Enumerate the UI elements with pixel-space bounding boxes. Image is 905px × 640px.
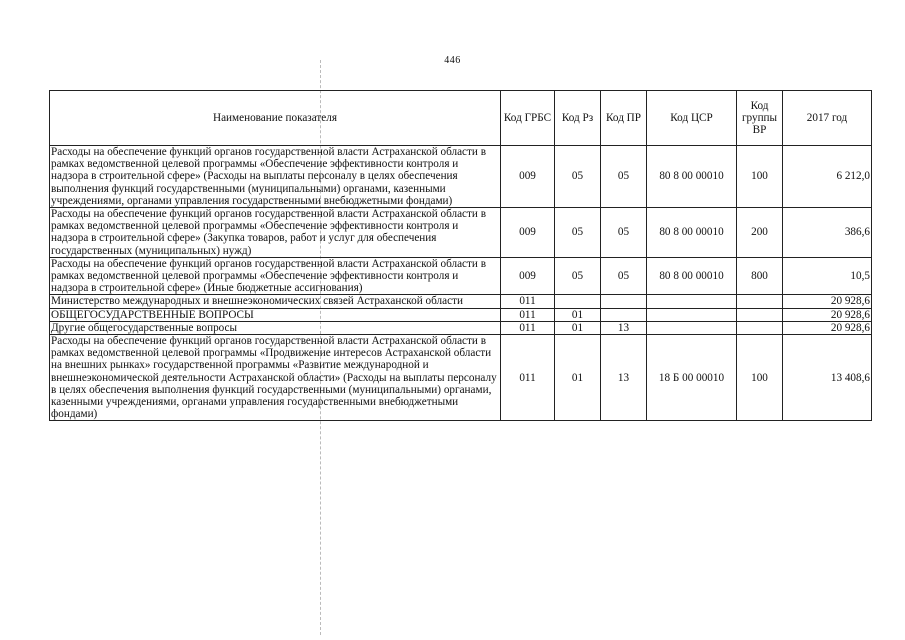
row-grbs: 009 [501, 208, 555, 258]
row-vr [737, 295, 783, 308]
row-pr: 13 [601, 321, 647, 334]
row-csr: 18 Б 00 00010 [647, 335, 737, 421]
table-row [50, 321, 872, 334]
row-rz: 05 [555, 146, 601, 208]
row-amount: 20 928,6 [783, 295, 872, 308]
row-vr [737, 308, 783, 321]
row-grbs: 011 [501, 308, 555, 321]
table-header-row [50, 91, 872, 146]
row-name: Расходы на обеспечение функций органов государственной власти Астраханской области в рамках ведомственной целевой программы «Обеспечение эффективности контроля и надзора в строительной сфере» (Расходы на выплаты персоналу в целях обеспечения выполнения функций государственными (муниципальными) органами, казенными учреждениями, органами управления государственными внебюджетными фондами) [50, 146, 501, 208]
row-grbs: 011 [501, 335, 555, 421]
row-grbs: 009 [501, 146, 555, 208]
row-name: Расходы на обеспечение функций органов государственной власти Астраханской области в рамках ведомственной целевой программы «Продвижение интересов Астраханской области на внешних рынках» государственной программы «Развитие международной и внешнеэкономической деятельности Астраханской области» (Расходы на выплаты персоналу в целях обеспечения выполнения функций государственными (муниципальными) органами, казенными учреждениями, органами управления государственными внебюджетными фондами) [50, 335, 501, 421]
row-rz [555, 295, 601, 308]
row-pr: 05 [601, 146, 647, 208]
row-amount: 6 212,0 [783, 146, 872, 208]
table-row [50, 295, 872, 308]
row-grbs: 011 [501, 295, 555, 308]
header-year: 2017 год [783, 91, 872, 146]
row-rz: 05 [555, 208, 601, 258]
row-vr: 100 [737, 146, 783, 208]
row-vr: 200 [737, 208, 783, 258]
header-csr: Код ЦСР [647, 91, 737, 146]
row-amount: 386,6 [783, 208, 872, 258]
row-csr: 80 8 00 00010 [647, 257, 737, 295]
row-name: Расходы на обеспечение функций органов государственной власти Астраханской области в рамках ведомственной целевой программы «Обеспечение эффективности контроля и надзора в строительной сфере» (Иные бюджетные ассигнования) [50, 257, 501, 295]
table-row [50, 308, 872, 321]
row-amount: 13 408,6 [783, 335, 872, 421]
budget-table [49, 90, 872, 421]
row-rz: 05 [555, 257, 601, 295]
row-vr: 100 [737, 335, 783, 421]
row-rz: 01 [555, 321, 601, 334]
row-pr: 05 [601, 257, 647, 295]
table-row [50, 208, 872, 258]
row-pr [601, 295, 647, 308]
table-row [50, 257, 872, 295]
row-vr [737, 321, 783, 334]
header-pr: Код ПР [601, 91, 647, 146]
row-pr: 05 [601, 208, 647, 258]
page-number: 446 [444, 55, 461, 66]
row-csr [647, 295, 737, 308]
row-csr: 80 8 00 00010 [647, 146, 737, 208]
row-name: Другие общегосударственные вопросы [50, 321, 501, 334]
row-amount: 20 928,6 [783, 308, 872, 321]
row-csr [647, 321, 737, 334]
row-pr: 13 [601, 335, 647, 421]
header-vr: Код группы ВР [737, 91, 783, 146]
row-csr [647, 308, 737, 321]
row-amount: 20 928,6 [783, 321, 872, 334]
row-rz: 01 [555, 335, 601, 421]
table-row [50, 146, 872, 208]
row-grbs: 011 [501, 321, 555, 334]
row-pr [601, 308, 647, 321]
table-row [50, 335, 872, 421]
row-amount: 10,5 [783, 257, 872, 295]
row-grbs: 009 [501, 257, 555, 295]
header-rz: Код Рз [555, 91, 601, 146]
row-name: Расходы на обеспечение функций органов государственной власти Астраханской области в рамках ведомственной целевой программы «Обеспечение эффективности контроля и надзора в строительной сфере» (Закупка товаров, работ и услуг для обеспечения государственных (муниципальных) нужд) [50, 208, 501, 258]
row-name: ОБЩЕГОСУДАРСТВЕННЫЕ ВОПРОСЫ [50, 308, 501, 321]
row-csr: 80 8 00 00010 [647, 208, 737, 258]
row-name: Министерство международных и внешнеэкономических связей Астраханской области [50, 295, 501, 308]
header-grbs: Код ГРБС [501, 91, 555, 146]
row-rz: 01 [555, 308, 601, 321]
row-vr: 800 [737, 257, 783, 295]
header-name: Наименование показателя [50, 91, 501, 146]
